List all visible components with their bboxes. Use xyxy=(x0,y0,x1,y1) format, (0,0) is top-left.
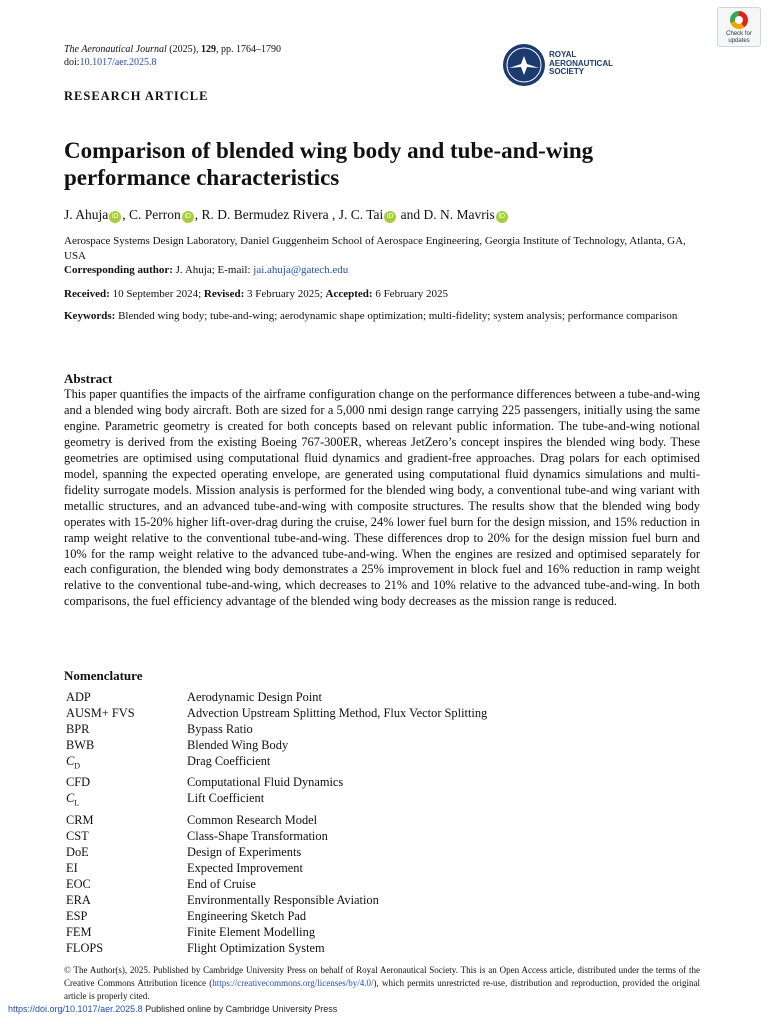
nomenclature-row xyxy=(66,924,487,940)
nomenclature-row xyxy=(66,828,487,844)
journal-volume: 129 xyxy=(200,44,216,55)
doi-prefix: doi: xyxy=(64,57,80,68)
nomenclature-definition: Common Research Model xyxy=(187,812,318,827)
journal-pages: , pp. 1764–1790 xyxy=(215,44,281,55)
nomenclature-row xyxy=(66,737,487,753)
nomenclature-symbol: ADP xyxy=(66,690,91,704)
nomenclature-definition: Environmentally Responsible Aviation xyxy=(187,892,379,907)
nomenclature-row xyxy=(66,689,487,705)
article-dates: Received: 10 September 2024; Revised: 3 February 2025; Accepted: 6 February 2025 xyxy=(64,288,449,300)
nomenclature-symbol: EOC xyxy=(66,876,91,891)
article-title: Comparison of blended wing body and tube-and-wing performance characteristics xyxy=(64,138,594,190)
doi-url-link[interactable]: https://doi.org/10.1017/aer.2025.8 xyxy=(8,1004,143,1014)
nomenclature-definition: Lift Coefficient xyxy=(187,791,265,806)
author-name[interactable]: J. Ahuja xyxy=(64,207,109,222)
nomenclature-row xyxy=(66,908,487,924)
nomenclature-definition: End of Cruise xyxy=(187,876,256,891)
nomenclature-symbol: CFD xyxy=(66,775,91,790)
royal-aeronautical-society-logo xyxy=(503,44,633,86)
nomenclature-symbol: $C_D$ xyxy=(66,754,81,771)
journal-year: (2025), xyxy=(166,44,201,55)
journal-name: The Aeronautical Journal xyxy=(64,44,167,55)
nomenclature-definition: Bypass Ratio xyxy=(187,722,253,736)
orcid-icon[interactable]: iD xyxy=(384,211,396,223)
nomenclature-symbol: $C_L$ xyxy=(66,791,80,808)
nomenclature-definition: Expected Improvement xyxy=(187,860,303,875)
eagle-emblem-icon xyxy=(503,44,545,86)
nomenclature-symbol: CST xyxy=(66,828,89,843)
nomenclature-definition: Blended Wing Body xyxy=(187,738,289,752)
crossmark-icon xyxy=(730,11,748,29)
nomenclature-symbol: CRM xyxy=(66,812,94,827)
nomenclature-definition: Drag Coefficient xyxy=(187,754,271,768)
corresponding-author: Corresponding author: J. Ahuja; E-mail: jai.ahuja@gatech.edu xyxy=(64,264,349,276)
nomenclature-row xyxy=(66,705,487,721)
nomenclature-symbol: BWB xyxy=(66,738,95,752)
nomenclature-symbol: BPR xyxy=(66,722,90,736)
orcid-icon[interactable]: iD xyxy=(182,211,194,223)
nomenclature-table xyxy=(66,689,487,956)
author-name[interactable]: J. C. Tai xyxy=(338,207,384,222)
nomenclature-symbol: FLOPS xyxy=(66,940,104,955)
nomenclature-definition: Aerodynamic Design Point xyxy=(187,690,322,704)
nomenclature-symbol: FEM xyxy=(66,924,92,939)
nomenclature-definition: Flight Optimization System xyxy=(187,940,325,955)
journal-citation xyxy=(64,43,281,69)
nomenclature-symbol: EI xyxy=(66,860,78,875)
nomenclature-row xyxy=(66,860,487,876)
email-link[interactable]: jai.ahuja@gatech.edu xyxy=(253,264,349,276)
publication-bar: https://doi.org/10.1017/aer.2025.8 Published online by Cambridge University Press xyxy=(8,1004,338,1014)
copyright-footnote: © The Author(s), 2025. Published by Cambridge University Press on behalf of Royal Aeronautical Society. This is an Open Access article, distributed under the terms of the Creative Commons Attribution licence (https://creativecommons.org/licenses/by/4.0/), which permits unrestricted re-use, distribution and reproduction, provided the original article is properly cited. xyxy=(64,965,700,1001)
nomenclature-row xyxy=(66,940,487,956)
article-type: RESEARCH ARTICLE xyxy=(64,89,209,103)
nomenclature-definition: Engineering Sketch Pad xyxy=(187,908,307,923)
nomenclature-heading: Nomenclature xyxy=(64,668,143,683)
abstract-heading: Abstract xyxy=(64,371,113,386)
nomenclature-definition: Computational Fluid Dynamics xyxy=(187,775,344,790)
nomenclature-row xyxy=(66,721,487,737)
nomenclature-row xyxy=(66,844,487,860)
author-name[interactable]: C. Perron xyxy=(129,207,181,222)
nomenclature-row xyxy=(66,790,487,811)
nomenclature-row xyxy=(66,892,487,908)
orcid-icon[interactable]: iD xyxy=(496,211,508,223)
nomenclature-row xyxy=(66,774,487,790)
orcid-icon[interactable]: iD xyxy=(109,211,121,223)
license-link[interactable]: https://creativecommons.org/licenses/by/4.0/ xyxy=(212,978,374,988)
nomenclature-row xyxy=(66,876,487,892)
keywords: Keywords: Blended wing body; tube-and-wing; aerodynamic shape optimization; multi-fidelity; system analysis; performance comparison xyxy=(64,310,678,322)
abstract-text: This paper quantifies the impacts of the airframe configuration change on the performance differences between a tube-and-wing and a blended wing body aircraft. Both are sized for a 5,000 nmi design range carrying 225 passengers, initially using the same engine. Parametric geometry is created for both concepts based on relevant public information. The tube-and-wing notional geometry is derived from the existing Boeing 767-300ER, whereas JetZero’s concept inspires the blended wing body. These geometries are optimised using computational fluid dynamics and gradient-free approaches. Drag polars for each optimised model, spanning the expected operating envelope, are generated using computational fluid dynamics simulations and multi-fidelity surrogate models. Mission analysis is performed for the blended wing body, a conventional tube-and wing variant with metallic structures, and an advanced tube-and-wing with composite structures. The results show that the blended wing body operates with 15-20% higher lift-over-drag during the cruise, 24% lower fuel burn for the design mission, and 15% reduction in ramp weight relative to the conventional tube-and-wing. These differences drop to 20% for the design mission fuel burn and 10% for the ramp weight relative to the advanced tube-and-wing. When the engines are resized and optimised separately for each configuration, the blended wing body demonstrates a 25% improvement in block fuel and 16% reduction in ramp weight relative to the conventional tube-and-wing, which decreases to 21% and 10% relative to the advanced tube-and-wing. In both comparisons, the fuel efficiency advantage of the blended wing body decreases as the mission range is reduced. xyxy=(64,387,700,609)
author-name[interactable]: R. D. Bermudez Rivera xyxy=(201,207,329,222)
nomenclature-definition: Finite Element Modelling xyxy=(187,924,316,939)
nomenclature-definition: Advection Upstream Splitting Method, Flux Vector Splitting xyxy=(187,706,488,720)
doi-link[interactable]: 10.1017/aer.2025.8 xyxy=(79,57,157,68)
nomenclature-definition: Class-Shape Transformation xyxy=(187,828,328,843)
affiliation: Aerospace Systems Design Laboratory, Daniel Guggenheim School of Aerospace Engineering, Georgia Institute of Technology, Atlanta, GA, USA xyxy=(64,235,686,262)
check-for-updates-badge[interactable]: Check for updates xyxy=(717,7,761,47)
author-name[interactable]: D. N. Mavris xyxy=(423,207,495,222)
nomenclature-symbol: DoE xyxy=(66,844,89,859)
nomenclature-row xyxy=(66,812,487,828)
nomenclature-row xyxy=(66,753,487,774)
nomenclature-definition: Design of Experiments xyxy=(187,844,302,859)
logo-text: ROYAL AERONAUTICAL SOCIETY xyxy=(549,50,613,76)
nomenclature-symbol: ESP xyxy=(66,908,88,923)
nomenclature-symbol: ERA xyxy=(66,892,91,907)
author-list: J. Ahuja iD , C. Perron iD , R. D. Bermudez Rivera , J. C. Tai iD and D. N. Mavris iD xyxy=(64,206,509,224)
nomenclature-symbol: AUSM+ FVS xyxy=(66,706,135,720)
